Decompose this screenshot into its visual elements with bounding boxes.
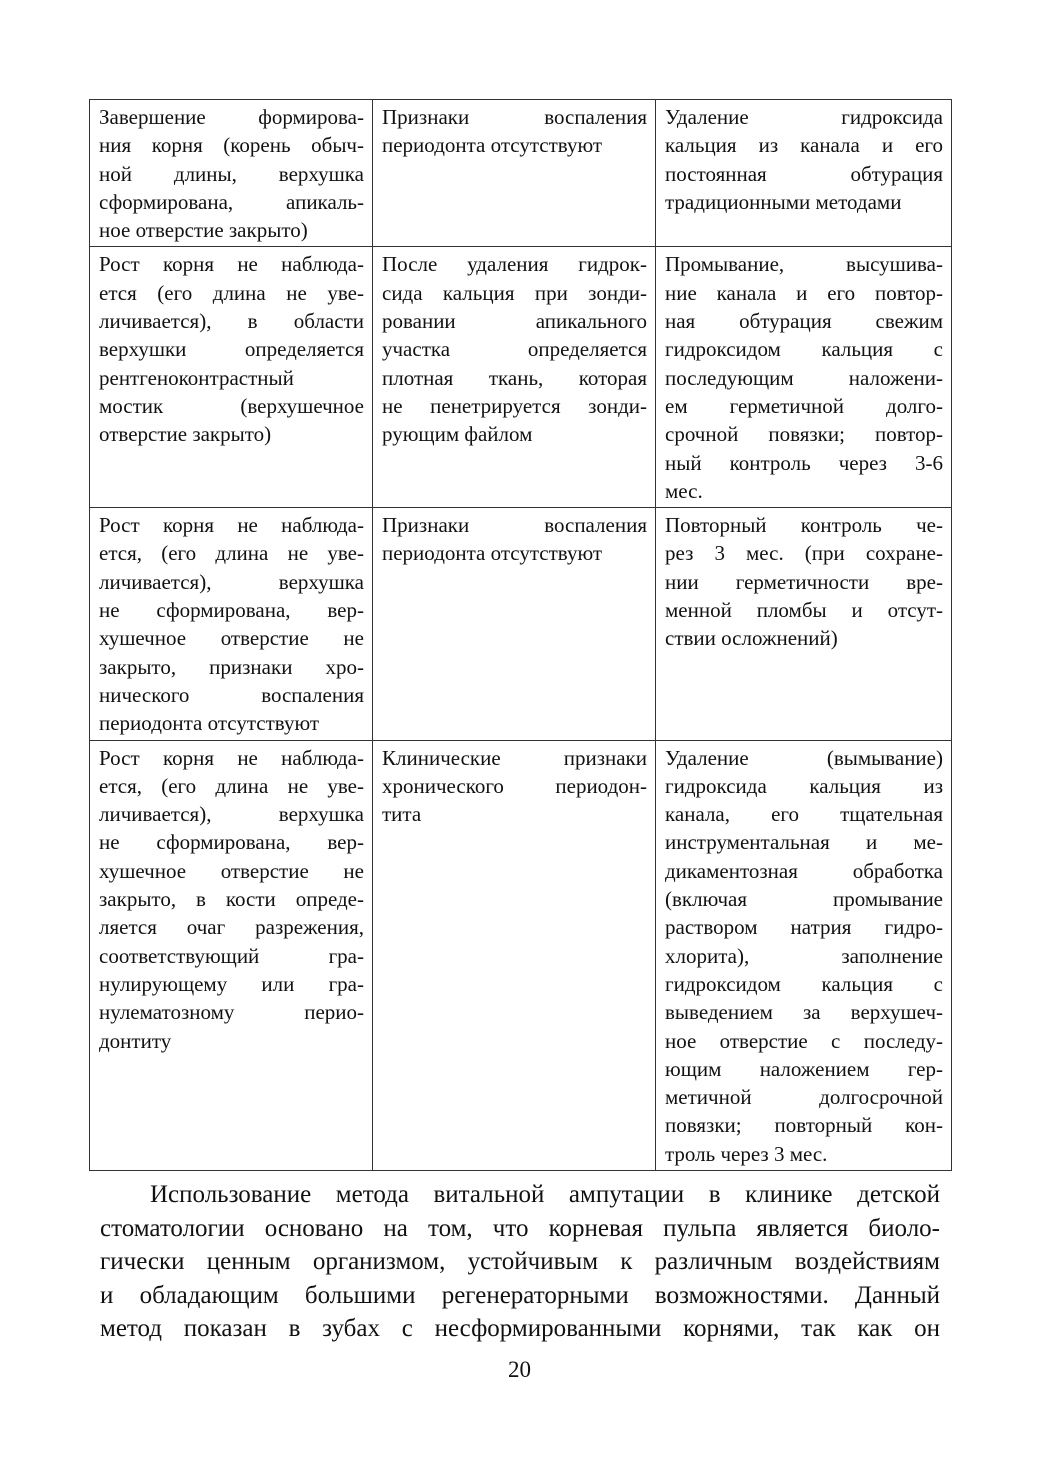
cell-line: закрыто, в кости опреде-	[99, 887, 364, 912]
table-body	[90, 100, 952, 1171]
cell-line: хушечное отверстие не	[99, 626, 364, 651]
cell-line: ющим наложением гер-	[665, 1056, 943, 1081]
cell-line: (включая промывание	[665, 887, 943, 912]
table-row	[90, 740, 952, 1170]
cell-line: периодонта отсутствуют	[382, 541, 603, 566]
cell-line: ем герметичной долго-	[665, 393, 943, 418]
body-paragraph	[100, 1178, 940, 1346]
cell-line: мостик (верхушечное	[99, 393, 364, 418]
paragraph-line: гически ценным организмом, устойчивым к различным воздействиям	[100, 1248, 940, 1275]
cell-line: донтиту	[99, 1028, 172, 1053]
cell-line: Рост корня не наблюда-	[99, 513, 364, 538]
cell-line: личивается), в области	[99, 309, 364, 334]
paragraph-line: стоматологии основано на том, что корневая пульпа является биоло-	[100, 1214, 940, 1242]
treatment-table	[89, 99, 952, 1171]
cell-line: личивается), верхушка	[99, 802, 364, 827]
cell-line: менной пломбы и отсут-	[665, 598, 943, 623]
table-cell-col3	[656, 740, 952, 1170]
cell-line: постоянная обтурация	[665, 161, 943, 186]
cell-line: ное отверстие закрыто)	[99, 218, 308, 243]
cell-line: сида кальция при зонди-	[382, 280, 647, 305]
cell-line: участка определяется	[382, 337, 647, 362]
cell-line: гидроксидом кальция с	[665, 337, 943, 362]
cell-line: нии герметичности вре-	[665, 569, 943, 594]
paragraph-line: и обладающим большими регенераторными возможностями. Данный	[100, 1281, 940, 1309]
cell-line: Промывание, высушива-	[665, 252, 943, 277]
cell-line: ния корня (корень обыч-	[99, 133, 364, 158]
cell-line: последующим наложени-	[665, 365, 943, 390]
cell-line: нического воспаления	[99, 682, 364, 707]
cell-line: нулематозному перио-	[99, 1000, 364, 1025]
cell-line: гидроксидом кальция с	[665, 971, 943, 996]
cell-line: периодонта отсутствуют	[99, 711, 320, 736]
table-cell-col1	[90, 247, 373, 508]
cell-line: гидроксида кальция из	[665, 773, 943, 798]
cell-line: нулирующему или гра-	[99, 971, 364, 996]
table-cell-col2	[373, 740, 656, 1170]
cell-line: ется (его длина не уве-	[99, 280, 364, 305]
cell-line: ляется очаг разрежения,	[99, 915, 364, 940]
cell-line: ровании апикального	[382, 309, 647, 334]
cell-line: Признаки воспаления	[382, 513, 647, 538]
table-row	[90, 247, 952, 508]
cell-line: мес.	[665, 478, 703, 503]
page-number: 20	[508, 1357, 531, 1382]
cell-line: личивается), верхушка	[99, 569, 364, 594]
table-cell-col1	[90, 508, 373, 740]
table-cell-col2	[373, 508, 656, 740]
cell-line: сформирована, апикаль-	[99, 189, 364, 214]
cell-line: хронического периодон-	[382, 773, 647, 798]
table-row	[90, 508, 952, 740]
cell-line: ствии осложнений)	[665, 626, 838, 651]
table-cell-col3	[656, 508, 952, 740]
cell-line: канала, его тщательная	[665, 802, 943, 827]
cell-line: хлорита), заполнение	[665, 943, 943, 968]
paragraph-line: метод показан в зубах с несформированными корнями, так как он	[100, 1315, 940, 1342]
cell-line: Признаки воспаления	[382, 105, 647, 129]
cell-line: выведением за верхушеч-	[665, 1000, 943, 1025]
cell-line: рентгеноконтрастный	[99, 365, 294, 390]
cell-line: метичной долгосрочной	[665, 1085, 943, 1110]
cell-line: кальция из канала и его	[665, 133, 943, 158]
cell-line: не сформирована, вер-	[99, 598, 364, 623]
table-cell-col2	[373, 100, 656, 247]
cell-line: ется, (его длина не уве-	[99, 541, 364, 566]
cell-line: Удаление гидроксида	[665, 105, 943, 129]
cell-line: не пенетрируется зонди-	[382, 393, 647, 418]
cell-line: инструментальная и ме-	[665, 830, 943, 855]
cell-line: ный контроль через 3-6	[665, 450, 943, 475]
cell-line: закрыто, признаки хро-	[99, 654, 364, 679]
cell-line: отверстие закрыто)	[99, 422, 272, 447]
cell-line: верхушки определяется	[99, 337, 364, 362]
table-cell-col1	[90, 740, 373, 1170]
table-row	[90, 100, 952, 247]
cell-line: рез 3 мес. (при сохране-	[665, 541, 943, 566]
cell-line: троль через 3 мес.	[665, 1141, 828, 1166]
cell-line: ние канала и его повтор-	[665, 280, 943, 305]
cell-line: хушечное отверстие не	[99, 858, 364, 883]
cell-line: дикаментозная обработка	[665, 858, 943, 883]
cell-line: тита	[382, 802, 422, 827]
cell-line: Удаление (вымывание)	[665, 745, 943, 770]
cell-line: ное отверстие с последу-	[665, 1028, 943, 1053]
cell-line: ется, (его длина не уве-	[99, 773, 364, 798]
cell-line: повязки; повторный кон-	[665, 1113, 943, 1138]
cell-line: Завершение формирова-	[99, 105, 364, 129]
table-cell-col2	[373, 247, 656, 508]
cell-line: Рост корня не наблюда-	[99, 745, 364, 770]
cell-line: После удаления гидрок-	[382, 252, 647, 277]
cell-line: Повторный контроль че-	[665, 513, 943, 538]
cell-line: Клинические признаки	[382, 745, 647, 770]
cell-line: ная обтурация свежим	[665, 309, 943, 334]
cell-line: периодонта отсутствуют	[382, 133, 603, 158]
cell-line: Рост корня не наблюда-	[99, 252, 364, 277]
cell-line: не сформирована, вер-	[99, 830, 364, 855]
table-cell-col3	[656, 247, 952, 508]
cell-line: соответствующий гра-	[99, 943, 364, 968]
cell-line: ной длины, верхушка	[99, 161, 364, 186]
cell-line: плотная ткань, которая	[382, 365, 647, 390]
paragraph-line: Использование метода витальной ампутации в клинике детской	[150, 1181, 940, 1208]
table-cell-col3	[656, 100, 952, 247]
cell-line: срочной повязки; повтор-	[665, 422, 943, 447]
table-cell-col1	[90, 100, 373, 247]
cell-line: традиционными методами	[665, 189, 902, 214]
cell-line: рующим файлом	[382, 422, 533, 447]
cell-line: раствором натрия гидро-	[665, 915, 943, 940]
